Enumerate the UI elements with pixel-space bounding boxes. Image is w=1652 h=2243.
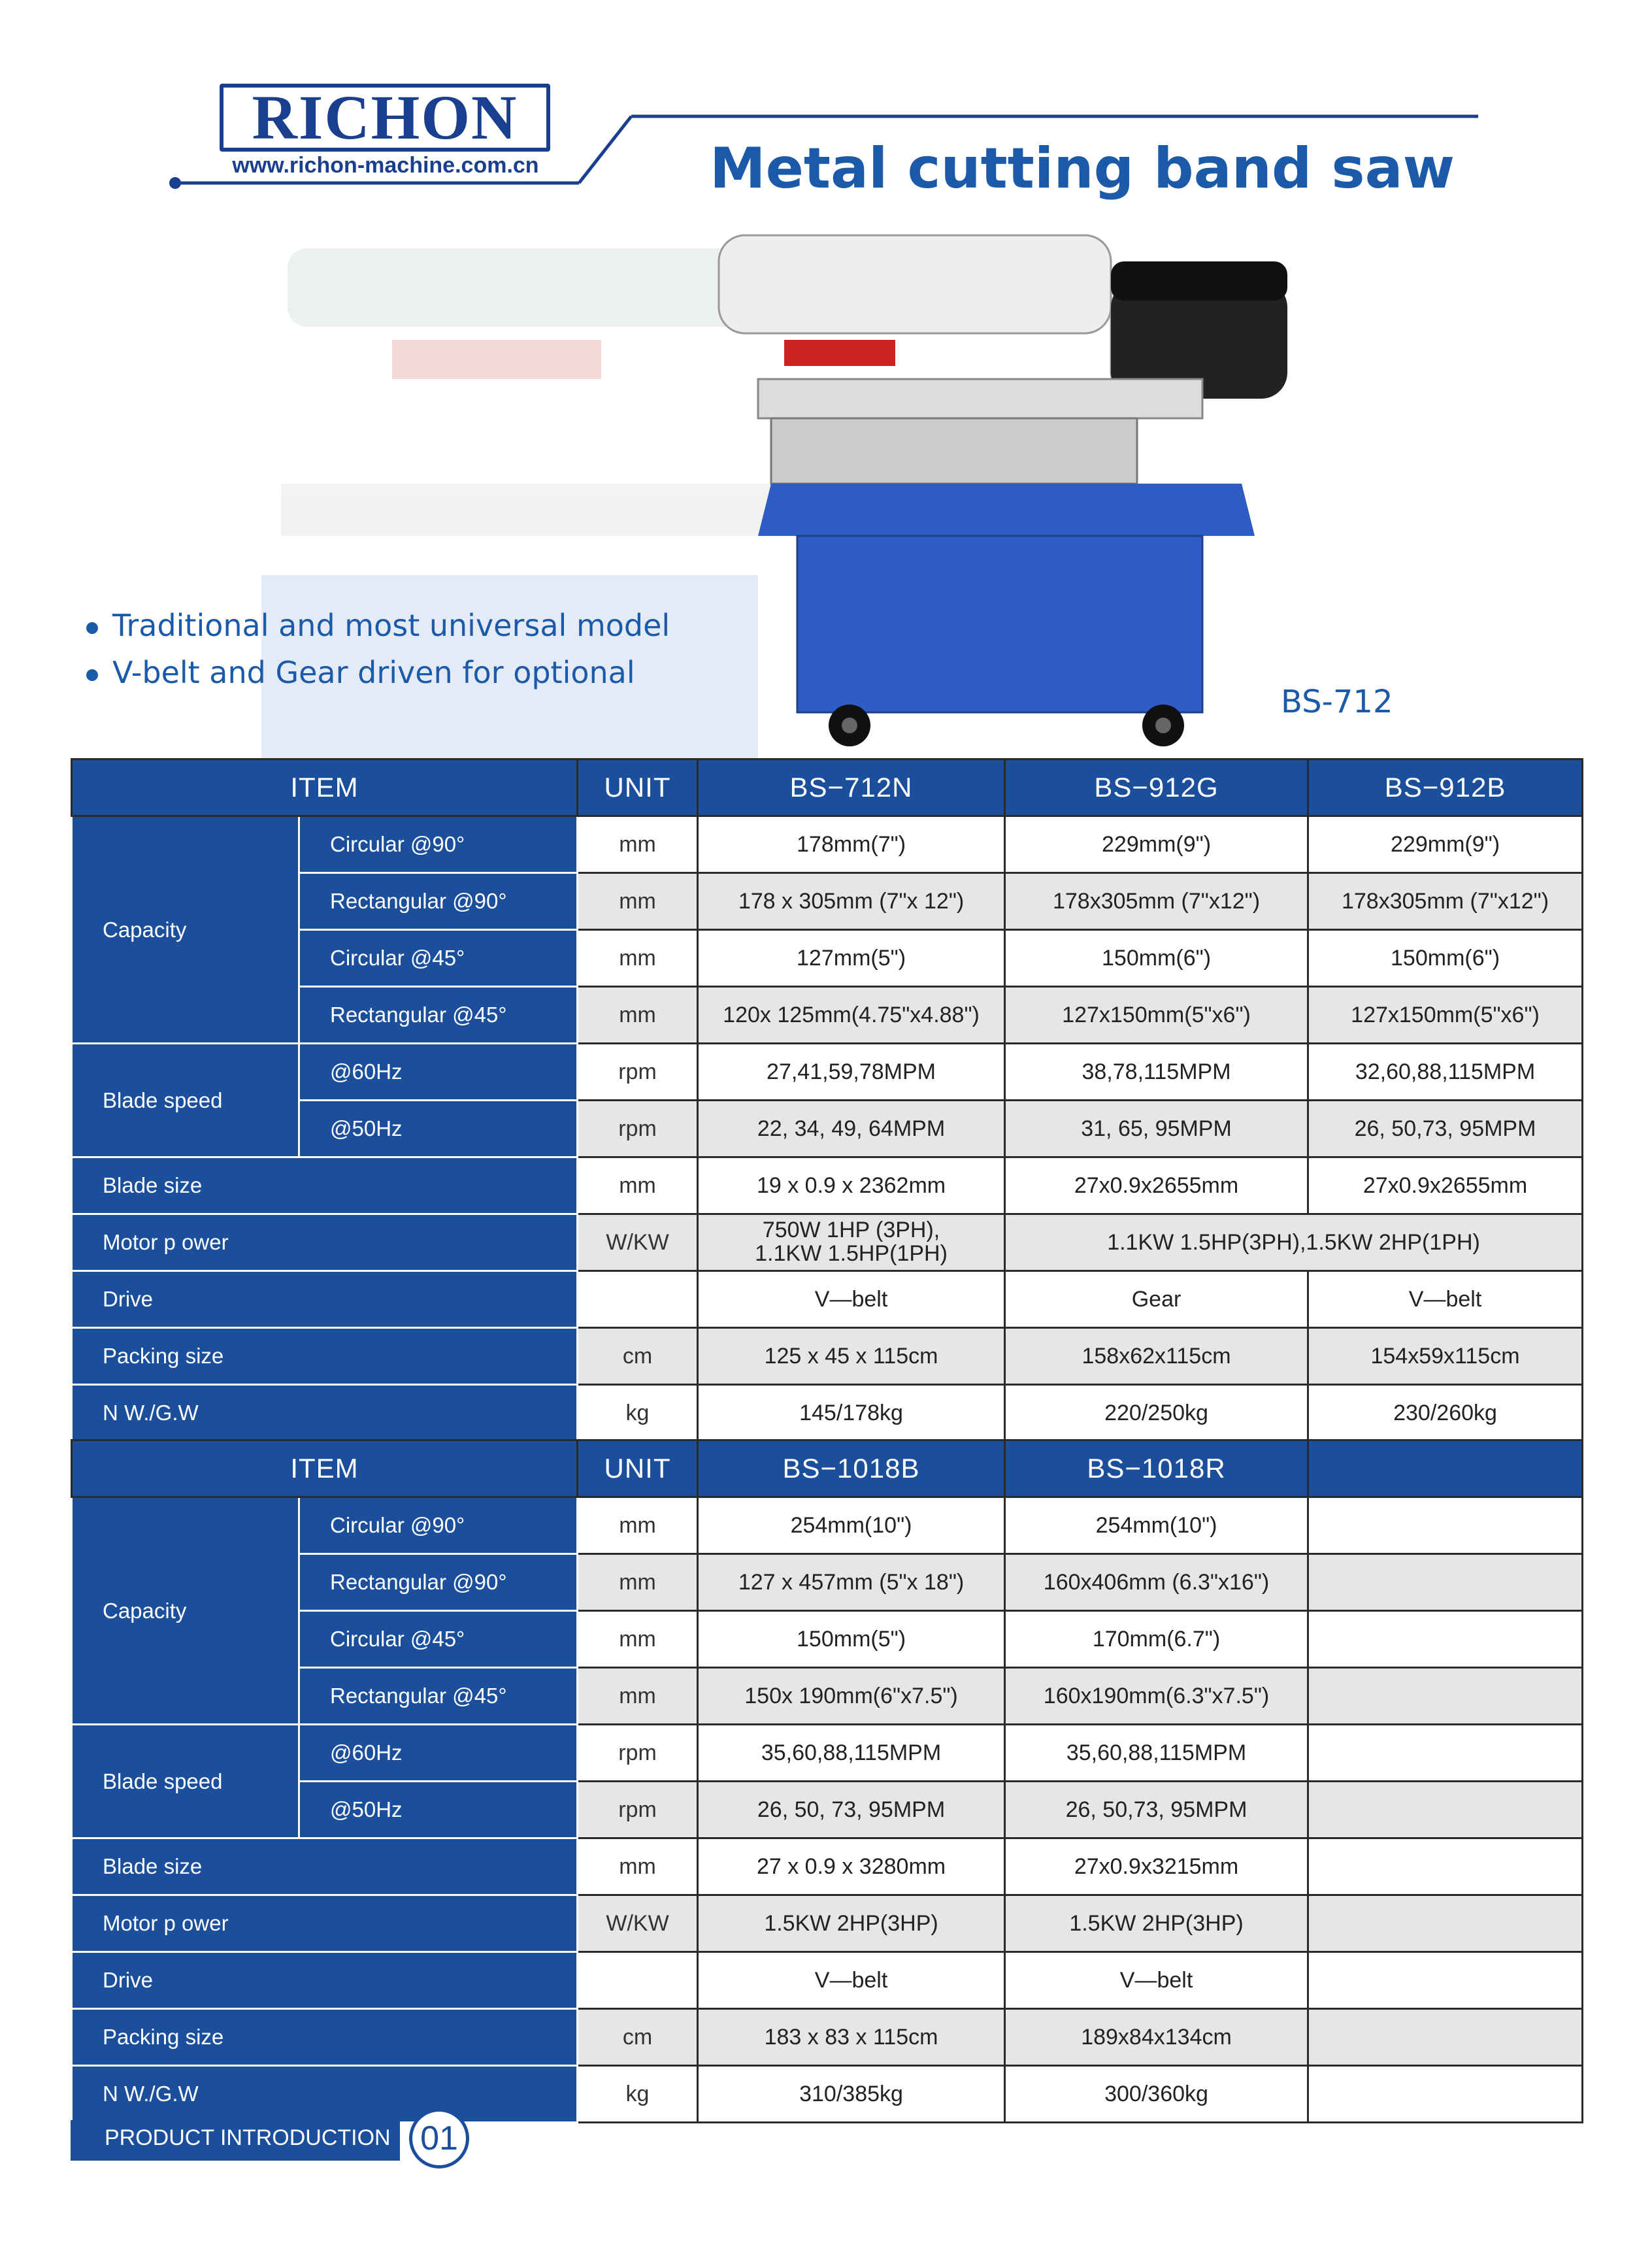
unit-cell: rpm xyxy=(578,1782,698,1838)
table-header-row xyxy=(72,1440,1583,1497)
value-cell: 220/250kg xyxy=(1005,1385,1308,1442)
unit-cell: mm xyxy=(578,1497,698,1554)
value-cell: 127 x 457mm (5"x 18") xyxy=(698,1554,1005,1611)
header-model: BS−1018B xyxy=(698,1440,1005,1497)
value-cell: 32,60,88,115MPM xyxy=(1308,1044,1583,1101)
sub-label: Rectangular @90° xyxy=(299,873,578,930)
page-number: 01 xyxy=(420,2119,458,2157)
value-cell: 178x305mm (7"x12") xyxy=(1308,873,1583,930)
sub-label: @50Hz xyxy=(299,1782,578,1838)
value-cell xyxy=(1308,1838,1583,1895)
value-cell: V—belt xyxy=(1308,1271,1583,1328)
value-cell: 26, 50, 73, 95MPM xyxy=(698,1782,1005,1838)
sub-label: Circular @45° xyxy=(299,930,578,987)
value-cell xyxy=(1308,1725,1583,1782)
value-cell xyxy=(1308,1554,1583,1611)
value-cell: 145/178kg xyxy=(698,1385,1005,1442)
feature-item xyxy=(86,655,670,690)
value-cell: Gear xyxy=(1005,1271,1308,1328)
value-cell: 160x406mm (6.3"x16") xyxy=(1005,1554,1308,1611)
value-cell: 154x59x115cm xyxy=(1308,1328,1583,1385)
sub-label: @60Hz xyxy=(299,1044,578,1101)
table-row xyxy=(72,1157,1583,1214)
sub-label: Rectangular @90° xyxy=(299,1554,578,1611)
value-cell: 189x84x134cm xyxy=(1005,2009,1308,2066)
value-cell: 127x150mm(5"x6") xyxy=(1308,987,1583,1044)
value-cell: 35,60,88,115MPM xyxy=(698,1725,1005,1782)
header-model: BS−712N xyxy=(698,759,1005,816)
value-cell: 150x 190mm(6"x7.5") xyxy=(698,1668,1005,1725)
value-cell xyxy=(1308,1895,1583,1952)
unit-cell xyxy=(578,1271,698,1328)
table-row xyxy=(72,2066,1583,2123)
sub-label: Circular @45° xyxy=(299,1611,578,1668)
header-item: ITEM xyxy=(72,1440,578,1497)
table-row xyxy=(72,1725,1583,1782)
value-cell: 150mm(5") xyxy=(698,1611,1005,1668)
value-cell: 27x0.9x3215mm xyxy=(1005,1838,1308,1895)
value-cell xyxy=(1308,2009,1583,2066)
header-model xyxy=(1308,1440,1583,1497)
value-cell: V—belt xyxy=(698,1952,1005,2009)
unit-cell: kg xyxy=(578,1385,698,1442)
table-row xyxy=(72,1838,1583,1895)
model-label: BS-712 xyxy=(1281,684,1393,720)
value-cell: 1.5KW 2HP(3HP) xyxy=(1005,1895,1308,1952)
unit-cell: kg xyxy=(578,2066,698,2123)
header-model: BS−912B xyxy=(1308,759,1583,816)
header-unit: UNIT xyxy=(578,759,698,816)
feature-list xyxy=(86,608,670,702)
website-url: www.richon-machine.com.cn xyxy=(232,153,539,178)
value-cell: 27x0.9x2655mm xyxy=(1005,1157,1308,1214)
feature-text: Traditional and most universal model xyxy=(112,608,670,643)
bullet-icon xyxy=(86,622,98,634)
unit-cell: W/KW xyxy=(578,1895,698,1952)
sub-label: Rectangular @45° xyxy=(299,987,578,1044)
value-cell: 26, 50,73, 95MPM xyxy=(1005,1782,1308,1838)
header-model: BS−1018R xyxy=(1005,1440,1308,1497)
unit-cell: mm xyxy=(578,873,698,930)
spec-table-2 xyxy=(71,1439,1583,2123)
value-cell: 150mm(6") xyxy=(1308,930,1583,987)
value-cell: 229mm(9") xyxy=(1005,816,1308,873)
value-cell: 178x305mm (7"x12") xyxy=(1005,873,1308,930)
brand-logo xyxy=(220,84,550,152)
table-header-row xyxy=(72,759,1583,816)
value-cell: 26, 50,73, 95MPM xyxy=(1308,1101,1583,1157)
unit-cell: mm xyxy=(578,930,698,987)
value-cell: V—belt xyxy=(1005,1952,1308,2009)
group-label-blade-speed: Blade speed xyxy=(72,1044,299,1157)
group-label-motor-power: Motor p ower xyxy=(72,1895,578,1952)
value-cell: 127mm(5") xyxy=(698,930,1005,987)
value-cell: 300/360kg xyxy=(1005,2066,1308,2123)
table-row xyxy=(72,1497,1583,1554)
value-cell: 27x0.9x2655mm xyxy=(1308,1157,1583,1214)
group-label-packing-size: Packing size xyxy=(72,1328,578,1385)
value-cell: 31, 65, 95MPM xyxy=(1005,1101,1308,1157)
table-row xyxy=(72,1271,1583,1328)
value-cell: 229mm(9") xyxy=(1308,816,1583,873)
value-cell: 178mm(7") xyxy=(698,816,1005,873)
unit-cell: cm xyxy=(578,1328,698,1385)
sub-label: Circular @90° xyxy=(299,816,578,873)
table-row xyxy=(72,1895,1583,1952)
value-cell: 1.1KW 1.5HP(3PH),1.5KW 2HP(1PH) xyxy=(1005,1214,1583,1271)
page-title: Metal cutting band saw xyxy=(710,136,1455,201)
group-label-weight: N W./G.W xyxy=(72,1385,578,1442)
unit-cell: mm xyxy=(578,816,698,873)
unit-cell: mm xyxy=(578,1668,698,1725)
value-cell xyxy=(1308,1668,1583,1725)
table-row xyxy=(72,1044,1583,1101)
group-label-capacity: Capacity xyxy=(72,1497,299,1725)
logo-text: RICHON xyxy=(252,82,518,152)
value-cell xyxy=(698,1214,1005,1271)
group-label-motor-power: Motor p ower xyxy=(72,1214,578,1271)
value-cell: 120x 125mm(4.75"x4.88") xyxy=(698,987,1005,1044)
unit-cell: mm xyxy=(578,1611,698,1668)
feature-item xyxy=(86,608,670,643)
value-cell: 27 x 0.9 x 3280mm xyxy=(698,1838,1005,1895)
value-cell xyxy=(1308,2066,1583,2123)
value-cell: 254mm(10") xyxy=(1005,1497,1308,1554)
unit-cell: rpm xyxy=(578,1044,698,1101)
group-label-weight: N W./G.W xyxy=(72,2066,578,2123)
group-label-packing-size: Packing size xyxy=(72,2009,578,2066)
value-cell: 160x190mm(6.3"x7.5") xyxy=(1005,1668,1308,1725)
header-unit: UNIT xyxy=(578,1440,698,1497)
group-label-capacity: Capacity xyxy=(72,816,299,1044)
value-cell: 178 x 305mm (7"x 12") xyxy=(698,873,1005,930)
value-cell: 150mm(6") xyxy=(1005,930,1308,987)
table-row xyxy=(72,1952,1583,2009)
unit-cell: mm xyxy=(578,1838,698,1895)
feature-text: V-belt and Gear driven for optional xyxy=(112,655,635,690)
unit-cell: mm xyxy=(578,1157,698,1214)
sub-label: @60Hz xyxy=(299,1725,578,1782)
unit-cell: rpm xyxy=(578,1725,698,1782)
value-cell: 170mm(6.7") xyxy=(1005,1611,1308,1668)
value-cell: 254mm(10") xyxy=(698,1497,1005,1554)
value-cell: 183 x 83 x 115cm xyxy=(698,2009,1005,2066)
value-cell xyxy=(1308,1952,1583,2009)
unit-cell: mm xyxy=(578,1554,698,1611)
unit-cell: cm xyxy=(578,2009,698,2066)
value-cell: 310/385kg xyxy=(698,2066,1005,2123)
faded-machine-ghost xyxy=(261,248,804,784)
spec-table-1 xyxy=(71,758,1583,1442)
group-label-blade-size: Blade size xyxy=(72,1157,578,1214)
value-cell: 1.5KW 2HP(3HP) xyxy=(698,1895,1005,1952)
value-cell: 19 x 0.9 x 2362mm xyxy=(698,1157,1005,1214)
group-label-drive: Drive xyxy=(72,1952,578,2009)
footer-label: PRODUCT INTRODUCTION xyxy=(105,2125,391,2150)
motor-line-2: 1.1KW 1.5HP(1PH) xyxy=(755,1241,948,1266)
table-row xyxy=(72,1385,1583,1442)
group-label-blade-speed: Blade speed xyxy=(72,1725,299,1838)
unit-cell: W/KW xyxy=(578,1214,698,1271)
sub-label: Rectangular @45° xyxy=(299,1668,578,1725)
value-cell: V—belt xyxy=(698,1271,1005,1328)
header-model: BS−912G xyxy=(1005,759,1308,816)
table-row xyxy=(72,1328,1583,1385)
table-row xyxy=(72,1214,1583,1271)
sub-label: @50Hz xyxy=(299,1101,578,1157)
group-label-drive: Drive xyxy=(72,1271,578,1328)
value-cell xyxy=(1308,1782,1583,1838)
value-cell: 158x62x115cm xyxy=(1005,1328,1308,1385)
motor-line-1: 750W 1HP (3PH), xyxy=(762,1218,940,1243)
value-cell: 127x150mm(5"x6") xyxy=(1005,987,1308,1044)
value-cell: 22, 34, 49, 64MPM xyxy=(698,1101,1005,1157)
value-cell xyxy=(1308,1611,1583,1668)
value-cell: 27,41,59,78MPM xyxy=(698,1044,1005,1101)
group-label-blade-size: Blade size xyxy=(72,1838,578,1895)
value-cell: 35,60,88,115MPM xyxy=(1005,1725,1308,1782)
unit-cell: rpm xyxy=(578,1101,698,1157)
sub-label: Circular @90° xyxy=(299,1497,578,1554)
band-saw-machine xyxy=(719,235,1287,746)
value-cell: 125 x 45 x 115cm xyxy=(698,1328,1005,1385)
value-cell: 230/260kg xyxy=(1308,1385,1583,1442)
unit-cell xyxy=(578,1952,698,2009)
table-row xyxy=(72,2009,1583,2066)
unit-cell: mm xyxy=(578,987,698,1044)
value-cell: 38,78,115MPM xyxy=(1005,1044,1308,1101)
table-row xyxy=(72,816,1583,873)
header-item: ITEM xyxy=(72,759,578,816)
bullet-icon xyxy=(86,669,98,681)
value-cell xyxy=(1308,1497,1583,1554)
page-number-badge xyxy=(409,2108,469,2168)
